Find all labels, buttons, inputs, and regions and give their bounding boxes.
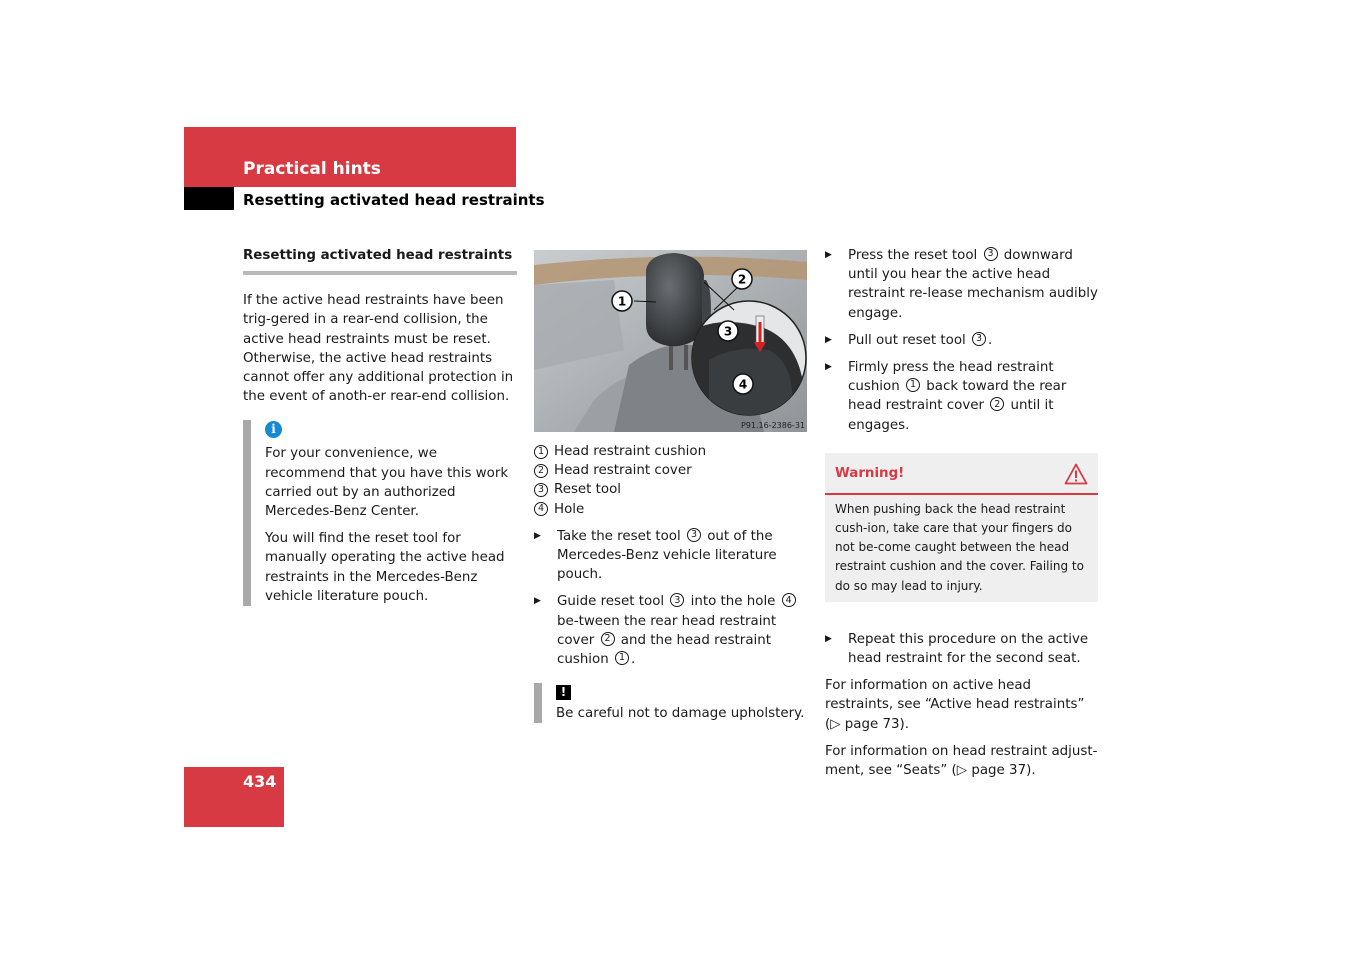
callout-ref: 3 (670, 593, 684, 607)
column-left (243, 246, 517, 606)
warning-triangle-icon (1064, 463, 1088, 485)
page-arrow-icon: ▷ (956, 763, 968, 779)
step-text: and the head restraint cushion (557, 632, 771, 668)
callout-4: 4 (738, 377, 748, 392)
step-press-reset-tool (825, 246, 1098, 323)
section-title: Practical hints (243, 159, 381, 179)
step-text: Firmly press the head restraint cushion (848, 360, 1054, 395)
info-icon: i (265, 421, 282, 438)
step-text: Pull out reset tool (848, 332, 966, 348)
caution-text: Be careful not to damage upholstery. (556, 706, 805, 722)
step-text: downward until you hear the active head restraint re-lease mechanism audibly engage. (848, 248, 1098, 321)
legend-item (534, 442, 808, 461)
step-guide-reset-tool (534, 592, 808, 669)
callout-2: 2 (737, 272, 747, 287)
reference-text: For information on head restraint adjust-ment, see “Seats” ( (825, 743, 1098, 779)
warning-title: Warning! (835, 466, 905, 482)
reference-text: page 37). (967, 763, 1036, 779)
legend-label: Reset tool (554, 482, 622, 498)
head-restraint-illustration (534, 250, 807, 432)
step-pull-out-tool (825, 331, 1098, 350)
callout-ref: 1 (615, 651, 629, 665)
step-text: back toward the rear head restraint cover (848, 379, 1067, 414)
step-text: . (630, 652, 636, 668)
warning-box (825, 453, 1098, 602)
info-note-paragraph-1: For your convenience, we recommend that you have this work carried out by an authorized Mercedes-Benz Center. (265, 446, 509, 520)
reference-seats (825, 742, 1098, 780)
exclamation-icon: ! (556, 685, 571, 700)
step-text: Press the reset tool (848, 248, 978, 263)
legend (534, 442, 808, 519)
column-heading: Resetting activated head restraints (243, 246, 517, 275)
legend-item (534, 500, 808, 519)
warning-header (825, 453, 1098, 495)
step-take-reset-tool (534, 527, 808, 585)
legend-number: 2 (534, 464, 548, 478)
callout-ref: 4 (782, 593, 796, 607)
step-text: be-tween the rear head restraint cover (557, 613, 777, 648)
legend-label: Head restraint cover (554, 463, 692, 479)
legend-item (534, 461, 808, 480)
callout-1: 1 (617, 294, 627, 309)
step-press-cushion (825, 358, 1098, 435)
callout-3: 3 (723, 324, 733, 339)
legend-number: 3 (534, 483, 548, 497)
step-text: . (988, 332, 993, 348)
callout-ref: 3 (687, 528, 701, 542)
subsection-title: Resetting activated head restraints (243, 191, 545, 209)
caution-note (534, 683, 808, 723)
page-arrow-icon: ▷ (830, 716, 841, 732)
legend-number: 4 (534, 502, 548, 516)
step-text: into the hole (690, 594, 776, 610)
page-number: 434 (243, 772, 277, 791)
column-right (825, 246, 1098, 788)
info-note (243, 420, 517, 606)
legend-item (534, 480, 808, 499)
callout-ref: 1 (906, 378, 920, 392)
info-note-paragraph-2: You will find the reset tool for manually operating the active head restraints in the Mercedes-Benz vehicle literature pouch. (265, 531, 505, 604)
callout-ref: 2 (990, 397, 1004, 411)
step-repeat-procedure: ▶ Repeat this procedure on the active head restraint for the second seat. (825, 630, 1098, 668)
illustration-code: P91.16-2386-31 (740, 421, 805, 430)
callout-ref: 2 (601, 632, 615, 646)
intro-paragraph: If the active head restraints have been trig-gered in a rear-end collision, the active head restraints must be reset. Otherwise, the active head restraints cannot offer any additional protection in the event of anoth-er rear-end collision. (243, 293, 514, 405)
reference-text: For information on active head restraints, see “Active head restraints” ( (825, 678, 1085, 732)
callout-ref: 3 (984, 247, 998, 261)
legend-label: Head restraint cushion (554, 444, 707, 459)
header-black-tab (184, 187, 234, 210)
callout-ref: 3 (972, 332, 986, 346)
column-middle (534, 250, 808, 723)
reference-active-head-restraints (825, 676, 1098, 734)
head-restraint-drawing (534, 250, 807, 432)
step-text: out of the Mercedes-Benz vehicle literature pouch. (557, 528, 777, 583)
step-text: Take the reset tool (557, 528, 681, 544)
reference-text: page 73). (840, 716, 910, 732)
step-text: until it engages. (848, 398, 1054, 433)
step-text: Guide reset tool (557, 594, 665, 610)
warning-text: When pushing back the head restraint cush-ion, take care that your fingers do not be-come caught between the head restraint cushion and the cover. Failing to do so may lead to injury. (835, 501, 1084, 593)
legend-number: 1 (534, 445, 548, 459)
legend-label: Hole (554, 501, 585, 517)
